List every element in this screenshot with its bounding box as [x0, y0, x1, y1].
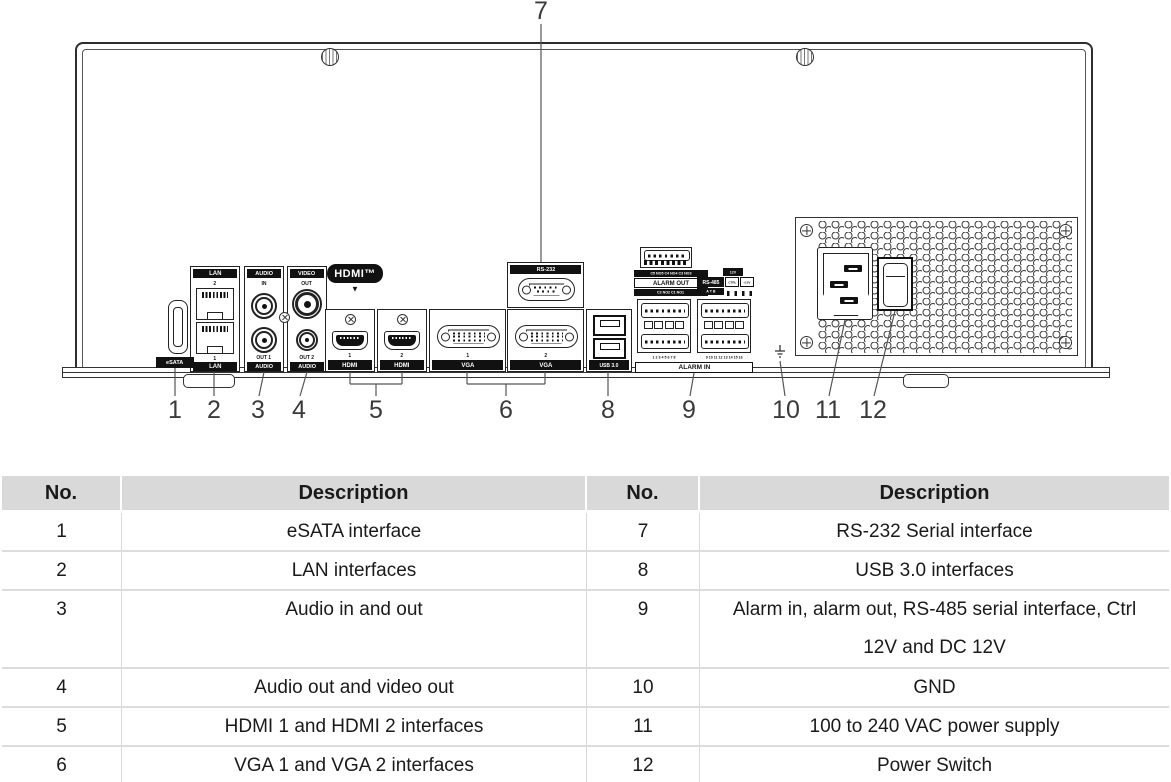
callout-2: 2: [207, 396, 221, 424]
alarm-in-pin-numbers-right: 9 10 11 12 13 14 15 16: [705, 355, 743, 360]
esata-label: eSATA: [156, 357, 194, 368]
callout-5: 5: [369, 396, 383, 424]
ground-symbol-icon: [772, 344, 788, 360]
lan-top-label: LAN: [193, 269, 237, 278]
cell-no: 6: [2, 747, 122, 782]
vga1-port: [437, 325, 500, 348]
chassis-screw-icon: [321, 48, 339, 66]
hdmi-arrow-icon: ▼: [351, 284, 359, 294]
cell-description: HDMI 1 and HDMI 2 interfaces: [122, 708, 587, 745]
plate-screw-icon: [800, 336, 813, 349]
hdmi2-module: [377, 309, 427, 372]
vga2-label: VGA: [510, 360, 581, 370]
cell-no: 12: [587, 747, 700, 782]
lan-module: [190, 266, 240, 372]
hdmi1-number: 1: [348, 352, 352, 358]
alarm-in-label: ALARM IN: [635, 362, 753, 373]
rs232-label: RS-232: [510, 265, 581, 274]
rs232-module: [507, 262, 584, 308]
12v-label: 12V: [723, 268, 743, 276]
plate-screw-icon: [1059, 336, 1072, 349]
audio-out2-label: OUT 2: [299, 354, 315, 360]
power-switch: [877, 257, 913, 311]
terminal-dots: [727, 291, 755, 296]
ctrl12v-label: CTRL: [725, 277, 739, 287]
usb-port-2: [593, 338, 626, 359]
cell-description: 100 to 240 VAC power supply: [809, 716, 1060, 737]
callout-12: 12: [859, 396, 887, 424]
esata-port: [168, 300, 188, 354]
plate-screw-icon: [1059, 224, 1072, 237]
hdmi1-port: [332, 331, 368, 350]
cell-no: 7: [587, 513, 700, 550]
callout-9: 9: [682, 396, 696, 424]
hdmi1-label: HDMI: [328, 360, 372, 370]
callout-10: 10: [772, 396, 800, 424]
audio-out1-label: OUT 1: [256, 354, 272, 360]
lan2-rj45-port: [196, 288, 234, 320]
vga2-number: 2: [544, 352, 547, 358]
cell-no: 11: [587, 708, 700, 745]
cell-description: Audio in and out: [122, 591, 587, 667]
dc12v-label: +12V: [740, 277, 754, 287]
lan1-number: 1: [213, 355, 217, 361]
header-description-2: Description: [700, 476, 1169, 510]
audio-label: AUDIO: [247, 269, 281, 278]
cell-description: Audio out and video out: [122, 669, 587, 706]
cell-no: 5: [2, 708, 122, 745]
audio-bottom-label: AUDIO: [247, 362, 281, 371]
audio-out2-rca-jack: [296, 329, 318, 351]
alarm-out-pin-labels-bottom: C2 NO2 C1 NO1: [634, 289, 708, 296]
header-description-1: Description: [122, 476, 585, 510]
table-row: [2, 669, 1169, 708]
rs485-label: RS-485: [697, 277, 724, 287]
vga2-port: [515, 325, 578, 348]
cell-no: 1: [2, 513, 122, 550]
vga1-number: 1: [466, 352, 469, 358]
video-out-rca-jack: [292, 289, 322, 319]
rs232-port: [518, 278, 575, 301]
alarm-in-terminal-block-1: [637, 299, 691, 353]
header-no-1: No.: [2, 476, 120, 510]
callout-3: 3: [251, 396, 265, 424]
alarm-out-terminal-block: [640, 247, 692, 268]
chassis-foot: [903, 374, 949, 388]
cell-description: LAN interfaces: [122, 552, 587, 589]
hdmi2-number: 2: [400, 352, 404, 358]
audio-in-rca-jack: [251, 293, 277, 319]
cell-no: 8: [587, 552, 700, 589]
callout-7: 7: [534, 0, 548, 25]
cell-description: VGA 1 and VGA 2 interfaces: [122, 747, 587, 782]
hdmi2-label: HDMI: [380, 360, 424, 370]
alarm-in-terminal-block-2: [697, 299, 751, 353]
cell-description: GND: [913, 677, 956, 698]
table-row: [2, 591, 1169, 669]
vga1-module: [429, 309, 506, 372]
cell-description: USB 3.0 interfaces: [855, 560, 1014, 581]
lan2-number: 2: [213, 280, 217, 286]
usb30-label: USB 3.0: [589, 360, 629, 370]
panel-screw-icon: [397, 314, 408, 325]
cell-description: Power Switch: [876, 755, 993, 776]
audio-module: [244, 266, 284, 372]
table-row: [2, 708, 1169, 747]
plate-screw-icon: [800, 224, 813, 237]
usb-module: [586, 309, 632, 372]
cell-description: Alarm in, alarm out, RS-485 serial interface, Ctrl 12V and DC 12V: [732, 599, 1137, 658]
alarm-out-pin-labels-top: C5 NO5 C4 NO4 C3 NO3: [634, 270, 708, 277]
lan1-rj45-port: [196, 322, 234, 354]
table-header-row: [2, 476, 1169, 510]
description-table: [2, 476, 1169, 782]
callout-8: 8: [601, 396, 615, 424]
cell-description: eSATA interface: [122, 513, 587, 550]
hdmi-logo-badge: HDMI™: [327, 264, 383, 283]
callout-6: 6: [499, 396, 513, 424]
video-out-label: OUT: [301, 280, 313, 286]
alarm-in-pin-numbers-left: 1 2 3 4 5 6 7 8: [652, 355, 676, 360]
chassis-screw-icon: [796, 48, 814, 66]
table-row: [2, 747, 1169, 782]
cell-no: 10: [587, 669, 700, 706]
alarm-out-label: ALARM OUT: [634, 278, 708, 288]
header-no-2: No.: [587, 476, 698, 510]
cell-no: 2: [2, 552, 122, 589]
audio-out1-rca-jack: [251, 327, 277, 353]
chassis-foot: [183, 374, 235, 388]
panel-screw-icon: [279, 312, 290, 323]
video-module: [287, 266, 327, 372]
callout-4: 4: [292, 396, 306, 424]
rs485-pin-labels: A T B: [697, 288, 724, 295]
cell-no: 3: [2, 591, 122, 667]
vga1-label: VGA: [432, 360, 503, 370]
cell-no: 4: [2, 669, 122, 706]
audio-in-label: IN: [261, 280, 267, 286]
table-row: [2, 552, 1169, 591]
hdmi2-port: [384, 331, 420, 350]
ac-power-inlet: [817, 247, 873, 320]
callout-1: 1: [168, 396, 182, 424]
cell-no: 9: [587, 591, 700, 667]
cell-description: RS-232 Serial interface: [836, 521, 1033, 542]
callout-11: 11: [815, 396, 841, 424]
hdmi1-module: [325, 309, 375, 372]
audio2-bottom-label: AUDIO: [290, 362, 324, 371]
lan-bottom-label: LAN: [193, 362, 237, 371]
video-label: VIDEO: [290, 269, 324, 278]
vga2-module: [507, 309, 584, 372]
usb-port-1: [593, 315, 626, 336]
panel-screw-icon: [345, 314, 356, 325]
table-row: [2, 513, 1169, 552]
